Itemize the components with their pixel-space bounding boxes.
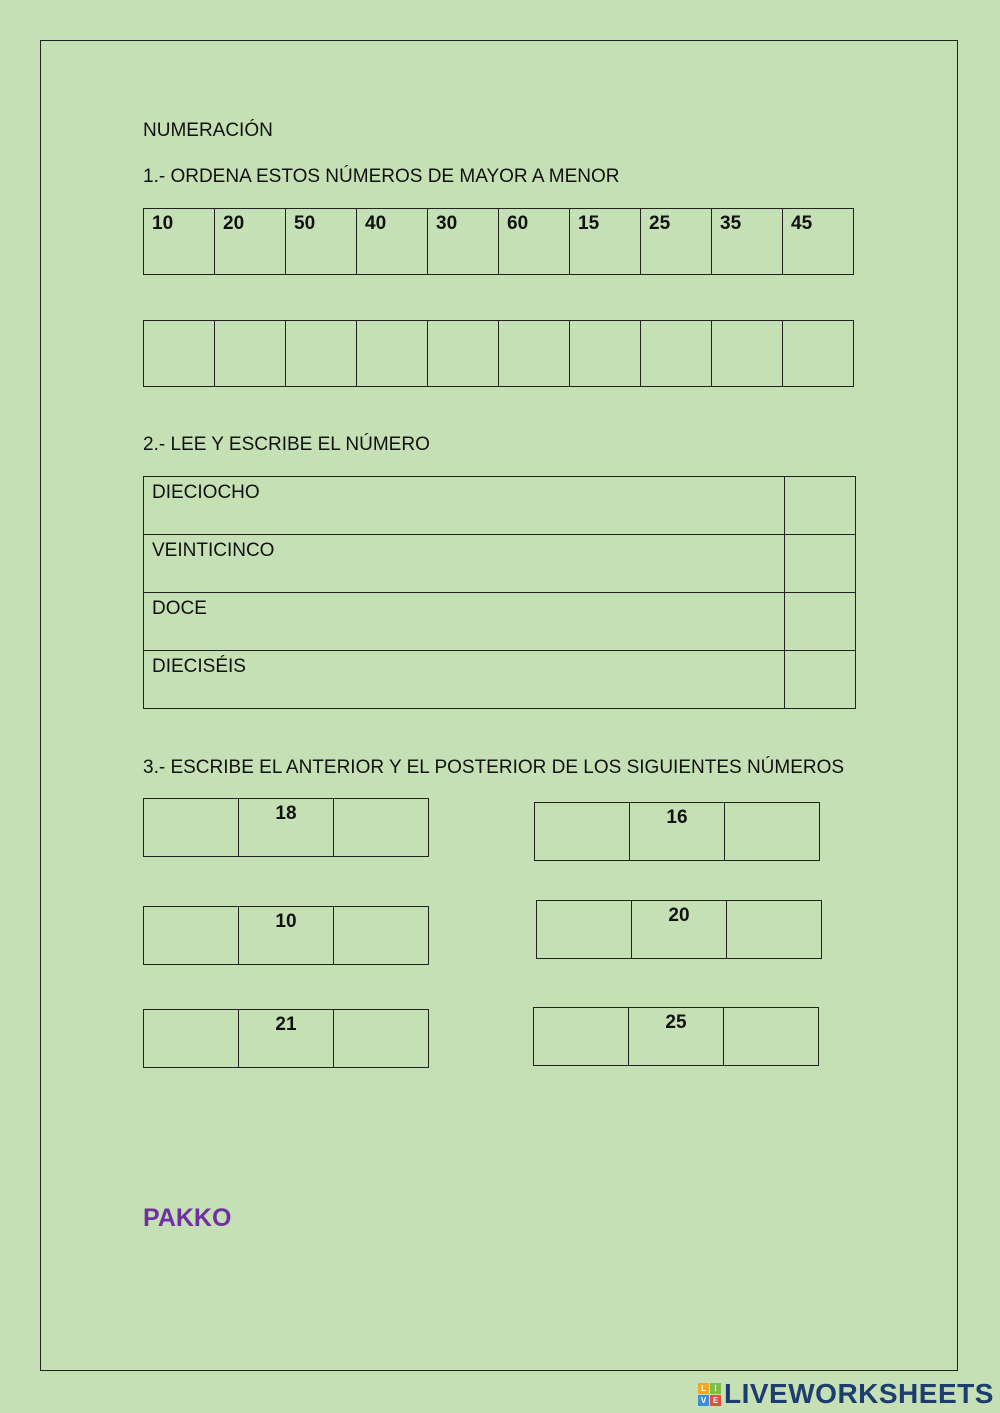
number-cell: 30: [428, 209, 499, 275]
live-icon: L I V E: [698, 1383, 721, 1406]
q1-prompt: 1.- ORDENA ESTOS NÚMEROS DE MAYOR A MENOR: [143, 166, 620, 187]
next-input[interactable]: [334, 799, 428, 856]
number-word: DIECISÉIS: [144, 651, 785, 709]
q1-answer-table: [143, 320, 854, 387]
neighbor-row: [534, 802, 820, 861]
neighbor-row: [143, 1009, 429, 1068]
number-cell: 20: [215, 209, 286, 275]
q3-prompt: 3.- ESCRIBE EL ANTERIOR Y EL POSTERIOR DE LOS SIGUIENTES NÚMEROS: [143, 757, 845, 778]
number-cell: 45: [783, 209, 854, 275]
given-number: 16: [630, 803, 725, 861]
given-number: 25: [629, 1008, 724, 1066]
number-cell: 60: [499, 209, 570, 275]
given-number: 21: [239, 1010, 334, 1068]
previous-input[interactable]: [535, 803, 629, 860]
order-answer-input[interactable]: [641, 321, 711, 386]
order-answer-input[interactable]: [144, 321, 214, 386]
next-input[interactable]: [725, 803, 819, 860]
neighbor-row: [533, 1007, 819, 1066]
given-number: 10: [239, 907, 334, 965]
order-answer-input[interactable]: [286, 321, 356, 386]
liveworksheets-logo: [698, 1378, 994, 1410]
given-number: 18: [239, 799, 334, 857]
number-cell: 25: [641, 209, 712, 275]
neighbor-row: [143, 798, 429, 857]
number-answer-input[interactable]: [785, 477, 855, 534]
q2-table: [143, 476, 856, 709]
order-answer-input[interactable]: [499, 321, 569, 386]
next-input[interactable]: [334, 907, 428, 964]
order-answer-input[interactable]: [215, 321, 285, 386]
number-cell: 40: [357, 209, 428, 275]
order-answer-input[interactable]: [428, 321, 498, 386]
previous-input[interactable]: [144, 907, 238, 964]
previous-input[interactable]: [534, 1008, 628, 1065]
number-word: DOCE: [144, 593, 785, 651]
number-cell: 50: [286, 209, 357, 275]
order-answer-input[interactable]: [783, 321, 853, 386]
logo-text: LIVEWORKSHEETS: [724, 1378, 994, 1409]
previous-input[interactable]: [537, 901, 631, 958]
number-cell: 35: [712, 209, 783, 275]
number-answer-input[interactable]: [785, 651, 855, 708]
neighbor-row: [143, 906, 429, 965]
next-input[interactable]: [724, 1008, 818, 1065]
order-answer-input[interactable]: [712, 321, 782, 386]
number-word: VEINTICINCO: [144, 535, 785, 593]
number-answer-input[interactable]: [785, 535, 855, 592]
neighbor-row: [536, 900, 822, 959]
given-number: 20: [632, 901, 727, 959]
next-input[interactable]: [334, 1010, 428, 1067]
q1-numbers-table: [143, 208, 854, 275]
author-signature: PAKKO: [143, 1204, 232, 1232]
previous-input[interactable]: [144, 1010, 238, 1067]
previous-input[interactable]: [144, 799, 238, 856]
worksheet-title: NUMERACIÓN: [143, 120, 273, 141]
number-word: DIECIOCHO: [144, 477, 785, 535]
next-input[interactable]: [727, 901, 821, 958]
number-cell: 10: [144, 209, 215, 275]
order-answer-input[interactable]: [357, 321, 427, 386]
number-answer-input[interactable]: [785, 593, 855, 650]
q2-prompt: 2.- LEE Y ESCRIBE EL NÚMERO: [143, 434, 430, 455]
number-cell: 15: [570, 209, 641, 275]
order-answer-input[interactable]: [570, 321, 640, 386]
